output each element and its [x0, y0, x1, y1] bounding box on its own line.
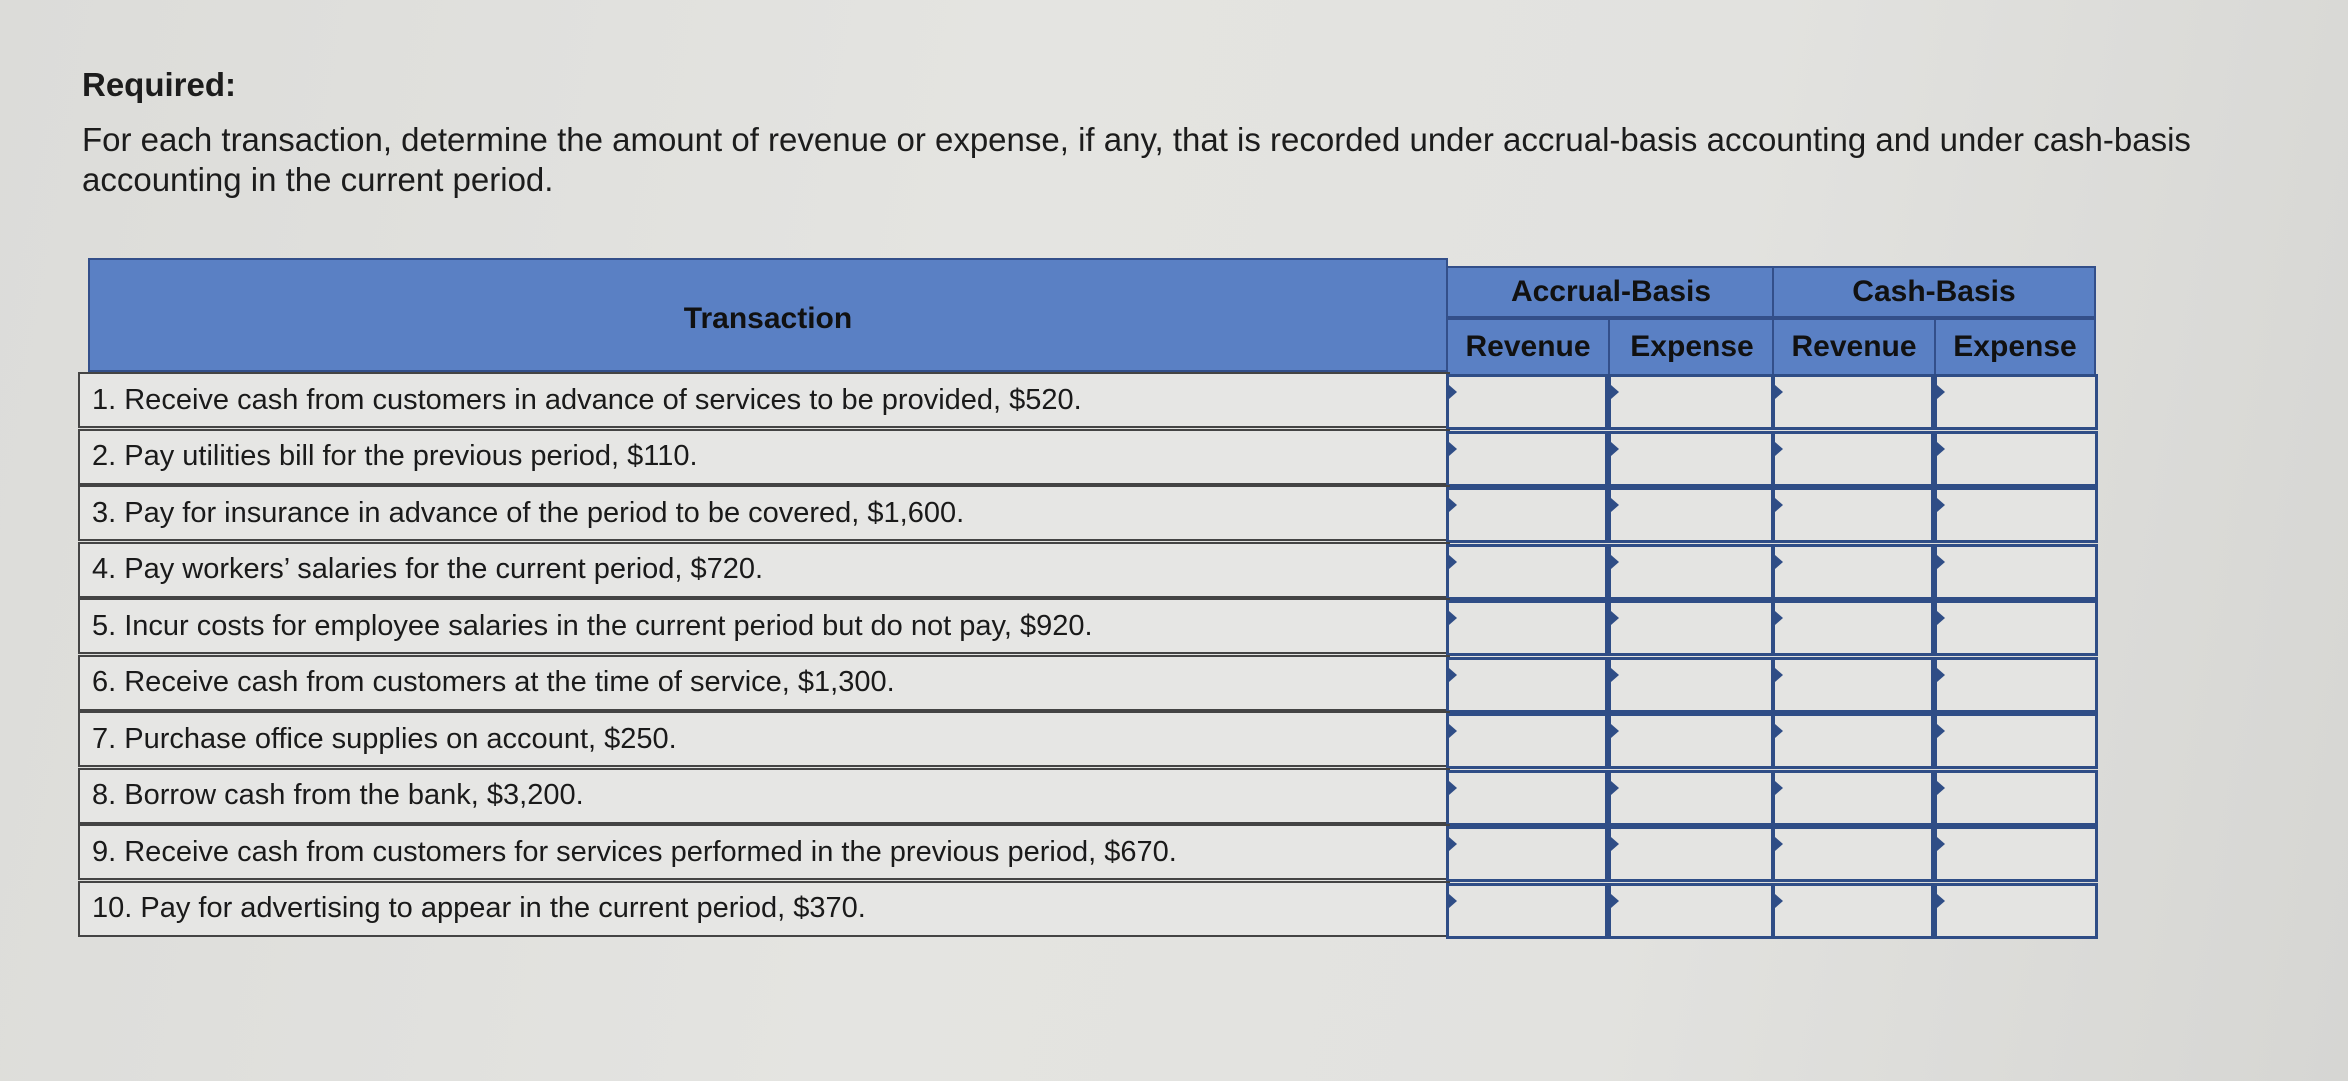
accrual-revenue-header: Revenue: [1446, 318, 1610, 376]
cash-expense-input[interactable]: [1934, 657, 2098, 713]
cash-expense-input[interactable]: [1934, 600, 2098, 656]
transaction-text: 4. Pay workers’ salaries for the current period, $720.: [92, 553, 764, 585]
cash-revenue-input[interactable]: [1772, 713, 1934, 769]
accrual-revenue-input[interactable]: [1446, 713, 1608, 769]
accrual-revenue-input[interactable]: [1446, 544, 1608, 600]
cash-revenue-input[interactable]: [1772, 374, 1934, 430]
accrual-expense-input[interactable]: [1608, 374, 1774, 430]
accrual-expense-input[interactable]: [1608, 657, 1774, 713]
accrual-expense-header: Expense: [1608, 318, 1776, 376]
required-heading: Required:: [82, 66, 237, 103]
cash-revenue-input[interactable]: [1772, 544, 1934, 600]
table-row: [78, 598, 1450, 654]
cash-expense-input[interactable]: [1934, 431, 2098, 487]
transaction-text: 8. Borrow cash from the bank, $3,200.: [92, 779, 584, 811]
transaction-text: 6. Receive cash from customers at the time of service, $1,300.: [92, 666, 895, 698]
cash-revenue-header: Revenue: [1772, 318, 1936, 376]
table-row: [78, 542, 1450, 598]
cash-revenue-input[interactable]: [1772, 883, 1934, 939]
accrual-expense-input[interactable]: [1608, 544, 1774, 600]
table-row: [78, 768, 1450, 824]
cash-expense-input[interactable]: [1934, 544, 2098, 600]
cash-expense-input[interactable]: [1934, 713, 2098, 769]
cash-expense-input[interactable]: [1934, 826, 2098, 882]
cash-expense-input[interactable]: [1934, 374, 2098, 430]
accrual-expense-input[interactable]: [1608, 431, 1774, 487]
accrual-expense-input[interactable]: [1608, 826, 1774, 882]
table-row: [78, 655, 1450, 711]
transaction-text: 9. Receive cash from customers for services performed in the previous period, $670.: [92, 835, 1177, 868]
accrual-revenue-input[interactable]: [1446, 770, 1608, 826]
cash-basis-header: Cash-Basis: [1772, 266, 2096, 318]
cash-revenue-input[interactable]: [1772, 600, 1934, 656]
cash-revenue-input[interactable]: [1772, 487, 1934, 543]
accrual-revenue-input[interactable]: [1446, 431, 1608, 487]
accrual-expense-input[interactable]: [1608, 600, 1774, 656]
transaction-text: 1. Receive cash from customers in advance of services to be provided, $520.: [92, 383, 1082, 416]
transaction-text: 5. Incur costs for employee salaries in the current period but do not pay, $920.: [92, 609, 1093, 642]
transaction-header-label: Transaction: [683, 302, 853, 335]
transactions-table: [78, 258, 2112, 938]
cash-revenue-input[interactable]: [1772, 657, 1934, 713]
accrual-basis-header: Accrual-Basis: [1446, 266, 1776, 318]
transaction-text: 2. Pay utilities bill for the previous period, $110.: [92, 440, 698, 472]
cash-revenue-input[interactable]: [1772, 770, 1934, 826]
transaction-column-header: [88, 258, 1448, 372]
accrual-revenue-input[interactable]: [1446, 487, 1608, 543]
accrual-revenue-input[interactable]: [1446, 374, 1608, 430]
instructions-text: For each transaction, determine the amount of revenue or expense, if any, that is recorded under accrual-basis accounting and under cash-basis accounting in the current period.: [82, 121, 2191, 198]
accrual-expense-input[interactable]: [1608, 883, 1774, 939]
table-row: [78, 429, 1450, 485]
accrual-expense-input[interactable]: [1608, 713, 1774, 769]
cash-expense-input[interactable]: [1934, 883, 2098, 939]
table-row: [78, 485, 1450, 541]
cash-expense-input[interactable]: [1934, 487, 2098, 543]
table-row: [78, 881, 1450, 937]
table-row: [78, 711, 1450, 767]
cash-revenue-input[interactable]: [1772, 826, 1934, 882]
accrual-revenue-input[interactable]: [1446, 600, 1608, 656]
cash-expense-header: Expense: [1934, 318, 2096, 376]
accrual-expense-input[interactable]: [1608, 487, 1774, 543]
accrual-revenue-input[interactable]: [1446, 826, 1608, 882]
accrual-expense-input[interactable]: [1608, 770, 1774, 826]
cash-revenue-input[interactable]: [1772, 431, 1934, 487]
transaction-text: 7. Purchase office supplies on account, $250.: [92, 722, 677, 755]
transaction-text: 10. Pay for advertising to appear in the current period, $370.: [92, 892, 866, 924]
table-row: [78, 372, 1450, 428]
cash-expense-input[interactable]: [1934, 770, 2098, 826]
accrual-revenue-input[interactable]: [1446, 883, 1608, 939]
accrual-revenue-input[interactable]: [1446, 657, 1608, 713]
transaction-text: 3. Pay for insurance in advance of the period to be covered, $1,600.: [92, 496, 965, 529]
table-row: [78, 824, 1450, 880]
